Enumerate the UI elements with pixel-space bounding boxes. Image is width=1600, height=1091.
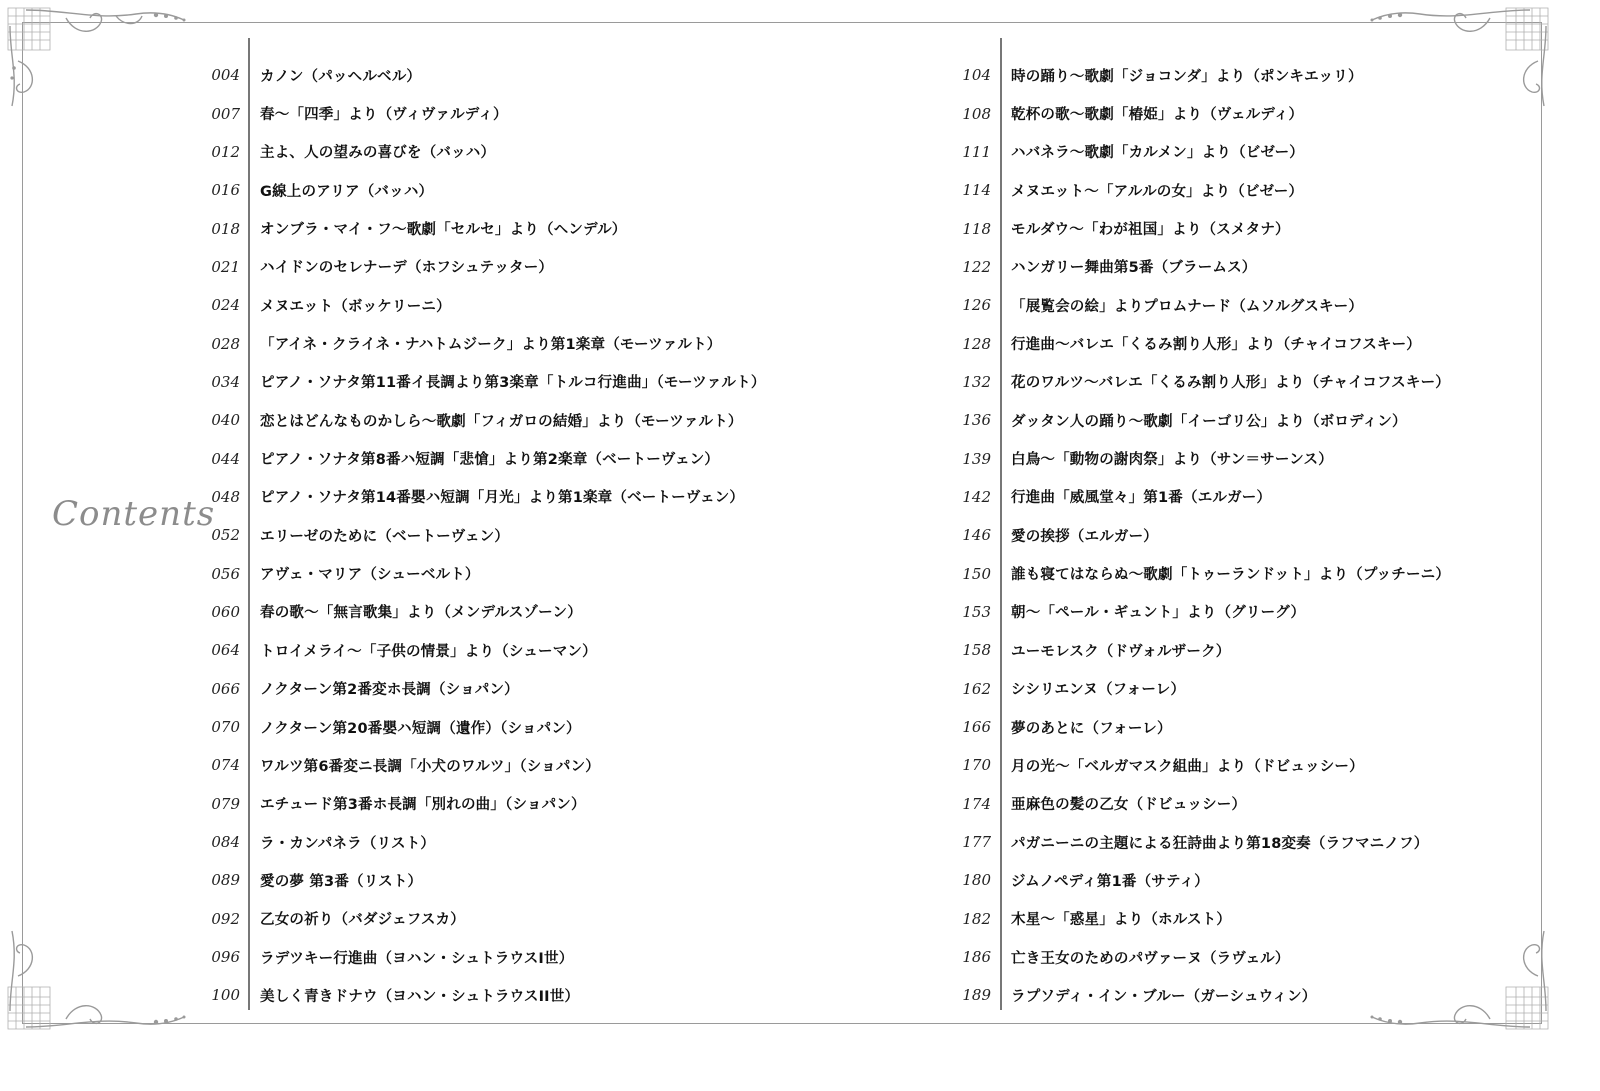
toc-entry[interactable] xyxy=(180,94,766,132)
toc-entry[interactable] xyxy=(931,785,1450,823)
piece-title: ダッタン人の踊り〜歌劇「イーゴリ公」より（ボロディン） xyxy=(1011,413,1407,430)
toc-entry[interactable] xyxy=(180,746,766,784)
page-number: 007 xyxy=(211,104,240,123)
piece-title: ハバネラ〜歌劇「カルメン」より（ビゼー） xyxy=(1011,145,1304,162)
toc-entry[interactable] xyxy=(180,900,766,938)
toc-entry[interactable] xyxy=(180,209,766,247)
page-number: 158 xyxy=(962,641,991,660)
piece-title: メヌエット（ボッケリーニ） xyxy=(260,298,451,315)
toc-entry[interactable] xyxy=(180,938,766,976)
page-number: 122 xyxy=(962,257,991,276)
piece-title: エリーゼのために（ベートーヴェン） xyxy=(260,528,510,545)
toc-entry[interactable] xyxy=(931,209,1450,247)
page-number: 021 xyxy=(211,257,240,276)
page-number: 060 xyxy=(211,602,240,621)
toc-entry[interactable] xyxy=(931,478,1450,516)
toc-list-left xyxy=(180,56,766,1015)
toc-entry[interactable] xyxy=(180,286,766,324)
toc-entry[interactable] xyxy=(180,133,766,171)
toc-entry[interactable] xyxy=(931,900,1450,938)
toc-entry[interactable] xyxy=(180,631,766,669)
page-number: 132 xyxy=(962,372,991,391)
piece-title: オンブラ・マイ・フ〜歌劇「セルセ」より（ヘンデル） xyxy=(260,222,627,239)
page-number: 040 xyxy=(211,411,240,430)
page-number: 111 xyxy=(962,142,991,161)
piece-title: ジムノペディ第1番（サティ） xyxy=(1011,873,1209,890)
toc-entry[interactable] xyxy=(931,516,1450,554)
page-number: 074 xyxy=(211,756,240,775)
toc-entry[interactable] xyxy=(180,363,766,401)
piece-title: カノン（パッヘルベル） xyxy=(260,68,422,85)
toc-entry[interactable] xyxy=(931,670,1450,708)
flourish-corner-icon xyxy=(6,6,196,126)
page-number: 012 xyxy=(211,142,240,161)
toc-entry[interactable] xyxy=(180,554,766,592)
piece-title: 恋とはどんなものかしら〜歌劇「フィガロの結婚」より（モーツァルト） xyxy=(260,413,743,430)
toc-entry[interactable] xyxy=(180,785,766,823)
page-number: 177 xyxy=(962,833,991,852)
toc-entry[interactable] xyxy=(180,56,766,94)
page-number: 084 xyxy=(211,833,240,852)
piece-title: ピアノ・ソナタ第14番嬰ハ短調「月光」より第1楽章（ベートーヴェン） xyxy=(260,490,745,507)
page-number: 028 xyxy=(211,334,240,353)
page-number: 089 xyxy=(211,871,240,890)
page-number: 118 xyxy=(962,219,991,238)
page-number: 166 xyxy=(962,718,991,737)
piece-title: モルダウ〜「わが祖国」より（スメタナ） xyxy=(1011,222,1290,239)
page-number: 100 xyxy=(211,986,240,1005)
page-number: 016 xyxy=(211,181,240,200)
toc-list-right xyxy=(931,56,1450,1015)
toc-entry[interactable] xyxy=(931,286,1450,324)
toc-entry[interactable] xyxy=(931,746,1450,784)
page-number: 096 xyxy=(211,948,240,967)
page-number: 170 xyxy=(962,756,991,775)
page-number: 092 xyxy=(211,909,240,928)
page-number: 024 xyxy=(211,296,240,315)
page-number: 126 xyxy=(962,296,991,315)
piece-title: 亜麻色の髪の乙女（ドビュッシー） xyxy=(1011,797,1247,814)
page-number: 182 xyxy=(962,909,991,928)
piece-title: ラデツキー行進曲（ヨハン・シュトラウスI世） xyxy=(260,950,574,967)
piece-title: 「アイネ・クライネ・ナハトムジーク」より第1楽章（モーツァルト） xyxy=(260,337,722,354)
page-number: 079 xyxy=(211,794,240,813)
piece-title: 朝〜「ペール・ギュント」より（グリーグ） xyxy=(1011,605,1306,622)
toc-entry[interactable] xyxy=(180,670,766,708)
piece-title: エチュード第3番ホ長調「別れの曲」（ショパン） xyxy=(260,797,586,814)
toc-entry[interactable] xyxy=(180,516,766,554)
page-number: 004 xyxy=(211,66,240,85)
toc-entry[interactable] xyxy=(180,171,766,209)
piece-title: 行進曲〜バレエ「くるみ割り人形」より（チャイコフスキー） xyxy=(1011,337,1422,354)
piece-title: アヴェ・マリア（シューベルト） xyxy=(260,567,480,584)
piece-title: トロイメライ〜「子供の情景」より（シューマン） xyxy=(260,643,597,660)
piece-title: 「展覧会の絵」よりプロムナード（ムソルグスキー） xyxy=(1011,298,1364,315)
piece-title: G線上のアリア（バッハ） xyxy=(260,183,434,200)
piece-title: 時の踊り〜歌劇「ジョコンダ」より（ポンキエッリ） xyxy=(1011,68,1363,85)
piece-title: 美しく青きドナウ（ヨハン・シュトラウスII世） xyxy=(260,988,580,1005)
toc-entry[interactable] xyxy=(931,823,1450,861)
page-number: 162 xyxy=(962,679,991,698)
piece-title: ノクターン第2番変ホ長調（ショパン） xyxy=(260,682,519,699)
piece-title: ワルツ第6番変ニ長調「小犬のワルツ」（ショパン） xyxy=(260,758,600,775)
piece-title: 亡き王女のためのパヴァーヌ（ラヴェル） xyxy=(1011,950,1290,967)
toc-entry[interactable] xyxy=(931,133,1450,171)
toc-entry[interactable] xyxy=(180,861,766,899)
toc-entry[interactable] xyxy=(931,94,1450,132)
piece-title: ピアノ・ソナタ第8番ハ短調「悲愴」より第2楽章（ベートーヴェン） xyxy=(260,452,720,469)
piece-title: パガニーニの主題による狂詩曲より第18変奏（ラフマニノフ） xyxy=(1011,835,1429,852)
page-number: 052 xyxy=(211,526,240,545)
toc-entry[interactable] xyxy=(180,401,766,439)
toc-entry[interactable] xyxy=(931,938,1450,976)
toc-entry[interactable] xyxy=(931,554,1450,592)
page-number: 070 xyxy=(211,718,240,737)
page-number: 150 xyxy=(962,564,991,583)
page-number: 146 xyxy=(962,526,991,545)
piece-title: ハンガリー舞曲第5番（ブラームス） xyxy=(1011,260,1257,277)
page-number: 189 xyxy=(962,986,991,1005)
toc-entry[interactable] xyxy=(180,324,766,362)
piece-title: ピアノ・ソナタ第11番イ長調より第3楽章「トルコ行進曲」（モーツァルト） xyxy=(260,375,766,392)
page-number: 108 xyxy=(962,104,991,123)
page-number: 034 xyxy=(211,372,240,391)
page-number: 136 xyxy=(962,411,991,430)
page-number: 048 xyxy=(211,487,240,506)
piece-title: 春〜「四季」より（ヴィヴァルディ） xyxy=(260,107,508,124)
toc-entry[interactable] xyxy=(931,171,1450,209)
toc-entry[interactable] xyxy=(931,324,1450,362)
toc-entry[interactable] xyxy=(180,248,766,286)
toc-entry[interactable] xyxy=(931,248,1450,286)
toc-entry[interactable] xyxy=(931,708,1450,746)
page-number: 139 xyxy=(962,449,991,468)
page-number: 186 xyxy=(962,948,991,967)
toc-entry[interactable] xyxy=(931,439,1450,477)
page-number: 044 xyxy=(211,449,240,468)
toc-entry[interactable] xyxy=(931,56,1450,94)
page-number: 114 xyxy=(962,181,991,200)
flourish-corner-icon xyxy=(6,911,196,1031)
piece-title: 木星〜「惑星」より（ホルスト） xyxy=(1011,912,1232,929)
piece-title: 春の歌〜「無言歌集」より（メンデルスゾーン） xyxy=(260,605,582,622)
page-number: 018 xyxy=(211,219,240,238)
piece-title: ラ・カンパネラ（リスト） xyxy=(260,835,436,852)
toc-entry[interactable] xyxy=(180,593,766,631)
page-number: 153 xyxy=(962,602,991,621)
toc-entry[interactable] xyxy=(931,401,1450,439)
toc-entry[interactable] xyxy=(931,593,1450,631)
piece-title: 行進曲「威風堂々」第1番（エルガー） xyxy=(1011,490,1272,507)
piece-title: 乾杯の歌〜歌劇「椿姫」より（ヴェルディ） xyxy=(1011,107,1304,124)
piece-title: 愛の夢 第3番（リスト） xyxy=(260,873,423,890)
piece-title: 白鳥〜「動物の謝肉祭」より（サン＝サーンス） xyxy=(1011,452,1333,469)
page-number: 174 xyxy=(962,794,991,813)
piece-title: 愛の挨拶（エルガー） xyxy=(1011,528,1158,545)
toc-entry[interactable] xyxy=(180,823,766,861)
page-number: 064 xyxy=(211,641,240,660)
toc-entry[interactable] xyxy=(931,976,1450,1014)
piece-title: 月の光〜「ベルガマスク組曲」より（ドビュッシー） xyxy=(1011,758,1364,775)
piece-title: シシリエンヌ（フォーレ） xyxy=(1011,682,1186,699)
page-number: 180 xyxy=(962,871,991,890)
page-number: 056 xyxy=(211,564,240,583)
piece-title: ユーモレスク（ドヴォルザーク） xyxy=(1011,643,1231,660)
piece-title: 乙女の祈り（バダジェフスカ） xyxy=(260,912,465,929)
toc-entry[interactable] xyxy=(931,363,1450,401)
page-number: 104 xyxy=(962,66,991,85)
toc-entry[interactable] xyxy=(180,478,766,516)
page-number: 142 xyxy=(962,487,991,506)
piece-title: 夢のあとに（フォーレ） xyxy=(1011,720,1172,737)
toc-entry[interactable] xyxy=(180,976,766,1014)
toc-entry[interactable] xyxy=(931,631,1450,669)
page-number: 128 xyxy=(962,334,991,353)
toc-entry[interactable] xyxy=(180,439,766,477)
piece-title: 主よ、人の望みの喜びを（バッハ） xyxy=(260,145,496,162)
piece-title: ラプソディ・イン・ブルー（ガーシュウィン） xyxy=(1011,988,1317,1005)
lattice-pattern-icon xyxy=(6,6,196,126)
page-number: 066 xyxy=(211,679,240,698)
piece-title: ハイドンのセレナーデ（ホフシュテッター） xyxy=(260,260,554,277)
piece-title: メヌエット〜「アルルの女」より（ビゼー） xyxy=(1011,183,1304,200)
toc-entry[interactable] xyxy=(180,708,766,746)
piece-title: ノクターン第20番嬰ハ短調（遺作）（ショパン） xyxy=(260,720,581,737)
toc-entry[interactable] xyxy=(931,861,1450,899)
piece-title: 花のワルツ〜バレエ「くるみ割り人形」より（チャイコフスキー） xyxy=(1011,375,1450,392)
piece-title: 誰も寝てはならぬ〜歌劇「トゥーランドット」より（プッチーニ） xyxy=(1011,567,1451,584)
page-title: Contents xyxy=(52,494,216,534)
